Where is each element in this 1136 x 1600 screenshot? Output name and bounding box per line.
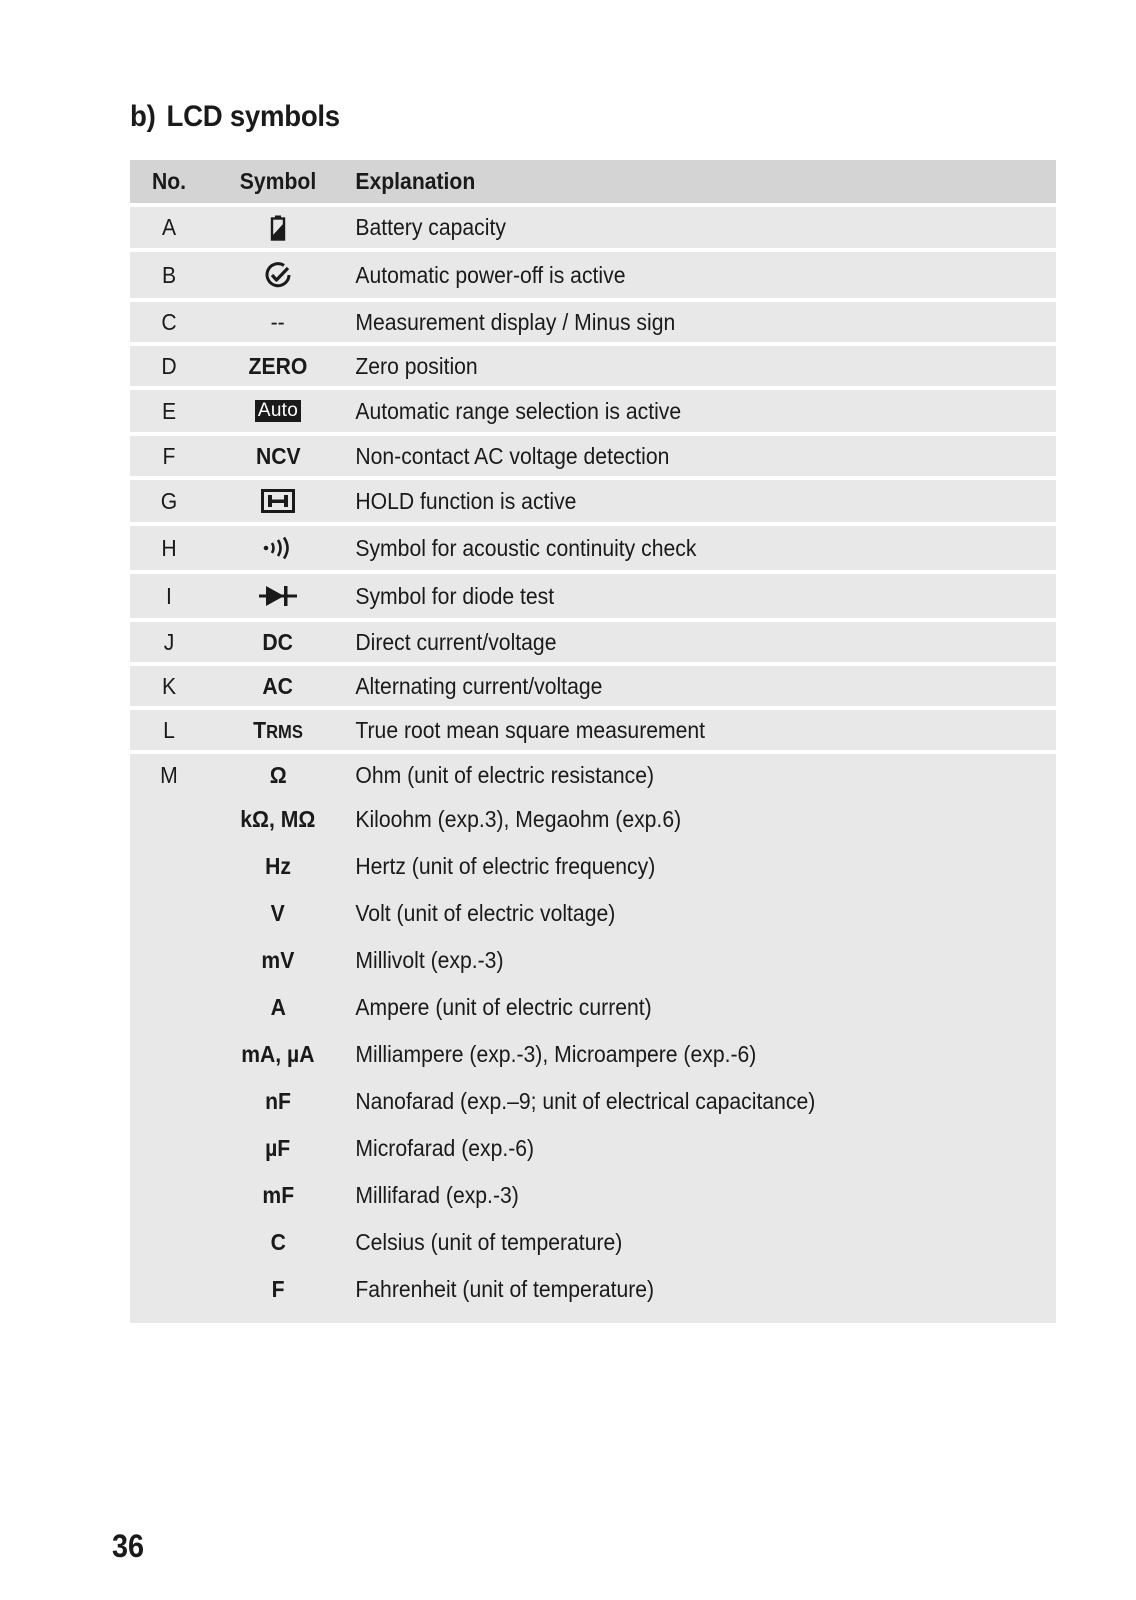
- table-row: [130, 1172, 1056, 1219]
- row-symbol: [208, 629, 348, 656]
- table-row: [130, 1125, 1056, 1172]
- row-symbol: [208, 215, 348, 241]
- row-no: M: [160, 761, 178, 788]
- row-explanation: Millifarad (exp.-3): [355, 1182, 519, 1208]
- hold-icon: [261, 489, 295, 513]
- unit-symbol: F: [271, 1276, 285, 1302]
- table-row: [130, 207, 1056, 248]
- table-row: [130, 436, 1056, 476]
- unit-symbol: Hz: [265, 853, 291, 879]
- lcd-symbols-table: [130, 160, 1056, 1323]
- table-row: [130, 622, 1056, 662]
- row-explanation: True root mean square measurement: [355, 716, 706, 743]
- table-row: [130, 526, 1056, 570]
- row-explanation: Nanofarad (exp.–9; unit of electrical capacitance): [355, 1088, 816, 1114]
- auto-range-badge: Auto: [255, 400, 301, 422]
- row-symbol: [208, 900, 348, 927]
- row-symbol: [208, 584, 348, 608]
- unit-symbol: nF: [265, 1088, 291, 1114]
- acoustic-continuity-icon: [262, 536, 294, 560]
- row-explanation: Alternating current/voltage: [355, 672, 603, 699]
- row-no: L: [163, 716, 175, 743]
- row-symbol: [208, 400, 348, 422]
- section-prefix: b): [130, 100, 156, 133]
- row-no: E: [161, 397, 177, 424]
- table-row: [130, 984, 1056, 1031]
- unit-symbol: mF: [262, 1182, 294, 1208]
- row-no: J: [163, 628, 175, 655]
- table-row: [130, 252, 1056, 298]
- table-row: [130, 710, 1056, 750]
- table-row: [130, 843, 1056, 890]
- row-symbol: [208, 309, 348, 336]
- unit-symbol: mA, µA: [241, 1041, 315, 1067]
- unit-symbol: mV: [261, 947, 295, 973]
- row-no: G: [160, 487, 178, 514]
- row-explanation: Milliampere (exp.-3), Microampere (exp.-6): [355, 1041, 757, 1067]
- row-symbol: [208, 1276, 348, 1303]
- unit-symbol: V: [270, 900, 286, 926]
- table-row: [130, 1031, 1056, 1078]
- row-explanation: Fahrenheit (unit of temperature): [355, 1276, 655, 1302]
- row-explanation: Microfarad (exp.-6): [355, 1135, 535, 1161]
- table-row: [130, 1078, 1056, 1125]
- header-no: No.: [151, 168, 187, 194]
- row-symbol: [208, 1135, 348, 1162]
- section-title: LCD symbols: [166, 100, 340, 133]
- row-symbol: [208, 1088, 348, 1115]
- table-row: [130, 1266, 1056, 1313]
- row-no: I: [166, 582, 172, 609]
- header-explanation: Explanation: [355, 168, 476, 194]
- row-symbol: [208, 443, 348, 470]
- row-explanation: HOLD function is active: [355, 487, 577, 514]
- units-group: [130, 754, 1056, 1323]
- table-row: [130, 302, 1056, 342]
- zero-symbol: ZERO: [248, 352, 308, 379]
- row-symbol: [208, 1182, 348, 1209]
- table-row: [130, 754, 1056, 796]
- row-symbol: [208, 261, 348, 289]
- ac-symbol: AC: [262, 672, 294, 699]
- table-row: [130, 1219, 1056, 1266]
- row-symbol: [208, 717, 348, 744]
- ncv-symbol: NCV: [255, 442, 301, 469]
- row-symbol: [208, 489, 348, 513]
- unit-symbol: A: [270, 994, 286, 1020]
- row-explanation: Millivolt (exp.-3): [355, 947, 504, 973]
- row-explanation: Automatic power-off is active: [355, 261, 626, 288]
- row-symbol: [208, 353, 348, 380]
- minus-sign-symbol: --: [270, 308, 286, 335]
- row-explanation: Non-contact AC voltage detection: [355, 442, 670, 469]
- row-no: H: [161, 534, 177, 561]
- battery-icon: [270, 215, 286, 241]
- row-symbol: [208, 947, 348, 974]
- diode-icon: [259, 584, 297, 608]
- row-no: K: [161, 672, 177, 699]
- row-no: B: [161, 261, 177, 288]
- row-no: F: [162, 442, 176, 469]
- row-explanation: Symbol for diode test: [355, 582, 555, 609]
- row-explanation: Volt (unit of electric voltage): [355, 900, 616, 926]
- section-heading: [130, 100, 340, 134]
- table-row: [130, 346, 1056, 386]
- row-explanation: Automatic range selection is active: [355, 397, 682, 424]
- row-no: C: [161, 308, 177, 335]
- row-symbol: [208, 1041, 348, 1068]
- table-row: [130, 574, 1056, 618]
- row-explanation: Battery capacity: [355, 214, 506, 240]
- row-symbol: [208, 536, 348, 560]
- row-symbol: [208, 673, 348, 700]
- dc-symbol: DC: [262, 628, 294, 655]
- row-explanation: Direct current/voltage: [355, 628, 557, 655]
- page-number: 36: [112, 1528, 145, 1564]
- row-explanation: Hertz (unit of electric frequency): [355, 853, 656, 879]
- row-explanation: Celsius (unit of temperature): [355, 1229, 623, 1255]
- row-explanation: Zero position: [355, 352, 478, 379]
- table-row: [130, 666, 1056, 706]
- table-row: [130, 480, 1056, 522]
- table-row: [130, 937, 1056, 984]
- trms-rms: RMS: [266, 721, 303, 742]
- row-symbol: [208, 853, 348, 880]
- trms-symbol: [253, 717, 303, 744]
- table-row: [130, 796, 1056, 843]
- row-symbol: [208, 762, 348, 789]
- row-explanation: Symbol for acoustic continuity check: [355, 534, 697, 561]
- unit-symbol: C: [270, 1229, 286, 1255]
- row-symbol: [208, 806, 348, 833]
- table-header-row: [130, 160, 1056, 203]
- unit-symbol: kΩ, MΩ: [240, 806, 316, 832]
- row-explanation: Ampere (unit of electric current): [355, 994, 652, 1020]
- row-symbol: [208, 994, 348, 1021]
- row-explanation: Ohm (unit of electric resistance): [355, 761, 655, 788]
- unit-symbol: µF: [265, 1135, 291, 1161]
- row-explanation: Kiloohm (exp.3), Megaohm (exp.6): [355, 806, 682, 832]
- auto-power-off-icon: [264, 261, 292, 289]
- header-symbol: Symbol: [239, 168, 317, 194]
- row-symbol: [208, 1229, 348, 1256]
- table-row: [130, 390, 1056, 432]
- row-explanation: Measurement display / Minus sign: [355, 308, 676, 335]
- row-no: A: [161, 214, 177, 240]
- table-row: [130, 890, 1056, 937]
- trms-t: T: [253, 716, 267, 743]
- row-no: D: [161, 352, 177, 379]
- unit-symbol: Ω: [269, 761, 287, 788]
